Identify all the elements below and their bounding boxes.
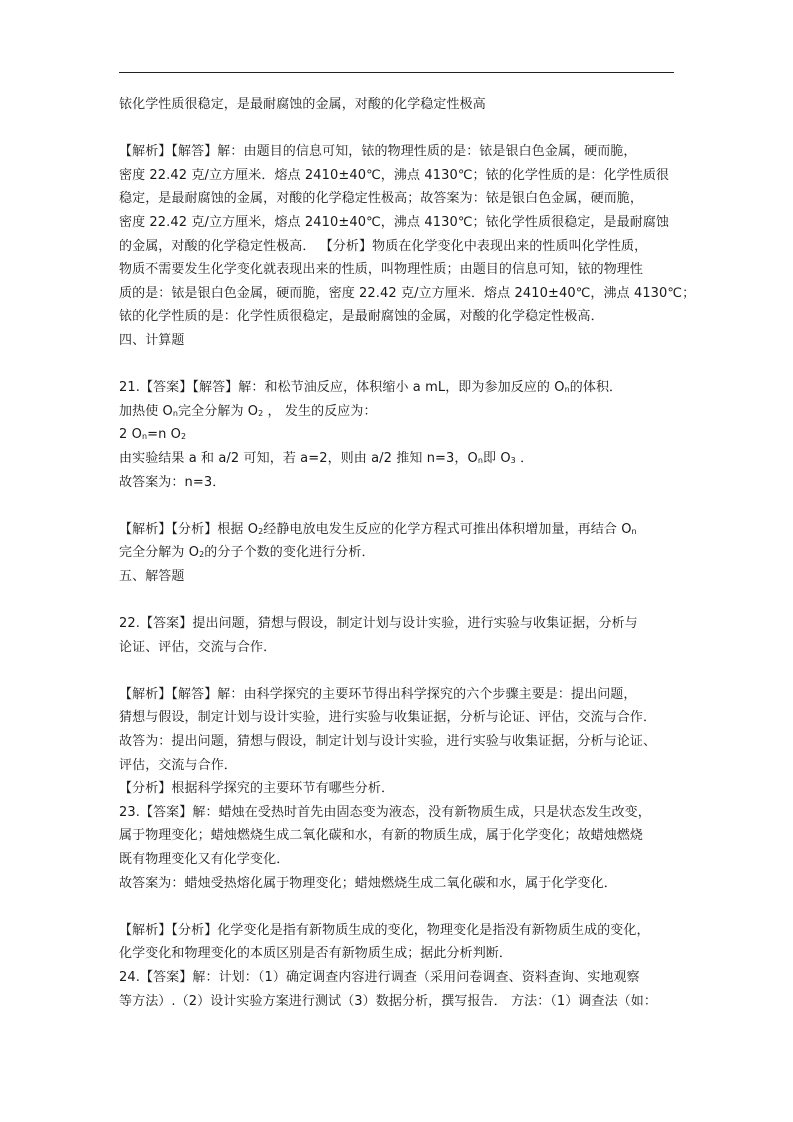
text-line: 22.【答案】提出问题，猜想与假设，制定计划与设计实验，进行实验与收集证据，分析与 bbox=[119, 616, 638, 632]
subscript: n bbox=[564, 385, 570, 395]
text-line: 密度 22.42 克/立方厘米．熔点 2410±40℃，沸点 4130℃；铱的化学性质的是：化学性质很 bbox=[119, 167, 670, 183]
text-run: 的体积． bbox=[569, 380, 623, 396]
text-line: 故答为：提出问题，猜想与假设，制定计划与设计实验，进行实验与收集证据，分析与论证、 bbox=[119, 734, 657, 750]
text-line: 稳定，是最耐腐蚀的金属，对酸的化学稳定性极高；故答案为：铱是银白色金属，硬而脆， bbox=[119, 191, 644, 207]
subscript: 2 bbox=[258, 408, 264, 418]
text-line: 评估，交流与合作． bbox=[119, 757, 237, 773]
text-line: 五、解答题 bbox=[119, 568, 185, 584]
text-line: 铱化学性质很稳定，是最耐腐蚀的金属，对酸的化学稳定性极高 bbox=[119, 97, 486, 112]
text-run: 经静电放电发生反应的化学方程式可推出体积增加量，再结合 O bbox=[263, 521, 632, 537]
text-line: 既有物理变化又有化学变化． bbox=[119, 852, 290, 867]
text-line bbox=[119, 400, 679, 424]
subscript: 2 bbox=[199, 550, 205, 560]
header-rule bbox=[119, 72, 674, 73]
subscript: 2 bbox=[258, 526, 264, 536]
text-run: 完全分解为 O bbox=[119, 545, 200, 561]
text-run: 由实验结果 a 和 a/2 可知，若 a=2，则由 a/2 推知 n=3，O bbox=[119, 450, 478, 466]
text-line: 24.【答案】解：计划：（1）确定调查内容进行调查（采用问卷调查、资料查询、实地观察 bbox=[119, 969, 640, 985]
subscript: n bbox=[631, 526, 637, 536]
text-line bbox=[119, 376, 679, 400]
text-line: 质的是：铱是银白色金属，硬而脆，密度 22.42 克/立方厘米．熔点 2410±40℃，沸点 4130℃； bbox=[119, 285, 696, 301]
text-run: 2 O bbox=[119, 427, 142, 443]
text-run: =n O bbox=[147, 427, 182, 443]
text-line bbox=[119, 518, 679, 542]
text-line bbox=[119, 423, 679, 447]
text-run: 加热使 O bbox=[119, 403, 173, 419]
blank-line bbox=[119, 588, 679, 612]
blank-line bbox=[119, 353, 679, 377]
text-line bbox=[119, 447, 679, 471]
text-run: 【解析】【分析】根据 O bbox=[119, 521, 259, 537]
text-run: ， 发生的反应为： bbox=[263, 403, 377, 419]
text-line: 密度 22.42 克/立方厘米，熔点 2410±40℃，沸点 4130℃；铱化学性质很稳定，是最耐腐蚀 bbox=[119, 214, 670, 230]
text-run: 21.【答案】【解答】解：和松节油反应，体积缩小 a mL，即为参加反应的 O bbox=[119, 380, 565, 396]
text-line: 猜想与假设，制定计划与设计实验，进行实验与收集证据，分析与论证、评估，交流与合作． bbox=[119, 710, 657, 726]
text-line: 故答案为：蜡烛受热熔化属于物理变化；蜡烛燃烧生成二氧化碳和水，属于化学变化． bbox=[119, 875, 617, 891]
text-line: 的金属，对酸的化学稳定性极高． 【分析】物质在化学变化中表现出来的性质叫化学性质， bbox=[119, 238, 648, 254]
text-run: 完全分解为 O bbox=[178, 403, 259, 419]
blank-line bbox=[119, 117, 679, 141]
text-run: ． bbox=[515, 450, 534, 466]
text-line: 23.【答案】解：蜡烛在受热时首先由固态变为液态，没有新物质生成，只是状态发生改变， bbox=[119, 804, 651, 820]
text-line: 【解析】【分析】化学变化是指有新物质生成的变化，物理变化是指没有新物质生成的变化， bbox=[119, 922, 650, 938]
text-line: 故答案为：n=3． bbox=[119, 474, 226, 490]
text-run: 即 O bbox=[483, 450, 511, 466]
text-line: 【解析】【解答】解：由科学探究的主要环节得出科学探究的六个步骤主要是：提出问题， bbox=[119, 686, 637, 702]
text-line: 四、计算题 bbox=[119, 332, 185, 348]
text-run: 的分子个数的变化进行分析． bbox=[204, 545, 375, 561]
text-line: 化学变化和物理变化的本质区别是否有新物质生成；据此分析判断． bbox=[119, 946, 513, 962]
subscript: 2 bbox=[181, 432, 187, 442]
blank-line bbox=[119, 659, 679, 683]
subscript: n bbox=[477, 455, 483, 465]
blank-line bbox=[119, 494, 679, 518]
text-line: 论证、评估，交流与合作． bbox=[119, 639, 277, 655]
text-line: 铱的化学性质的是：化学性质很稳定，是最耐腐蚀的金属，对酸的化学稳定性极高． bbox=[119, 309, 604, 325]
subscript: n bbox=[172, 408, 179, 418]
text-line: 属于物理变化；蜡烛燃烧生成二氧化碳和水，有新的物质生成，属于化学变化；故蜡烛燃烧 bbox=[119, 828, 644, 844]
document-body bbox=[119, 93, 696, 1013]
text-line bbox=[119, 541, 679, 565]
text-line: 物质不需要发生化学变化就表现出来的性质，叫物理性质；由题目的信息可知，铱的物理性 bbox=[119, 262, 644, 278]
text-line: 等方法）.（2）设计实验方案进行测试（3）数据分析，撰写报告． 方法：（1）调查法（如： bbox=[119, 993, 657, 1009]
text-line: 【解析】【解答】解：由题目的信息可知，铱的物理性质的是：铱是银白色金属，硬而脆， bbox=[119, 144, 637, 160]
subscript: 3 bbox=[510, 455, 516, 465]
subscript: n bbox=[141, 432, 148, 442]
blank-line bbox=[119, 895, 679, 919]
text-line: 【分析】根据科学探究的主要环节有哪些分析． bbox=[119, 781, 395, 797]
